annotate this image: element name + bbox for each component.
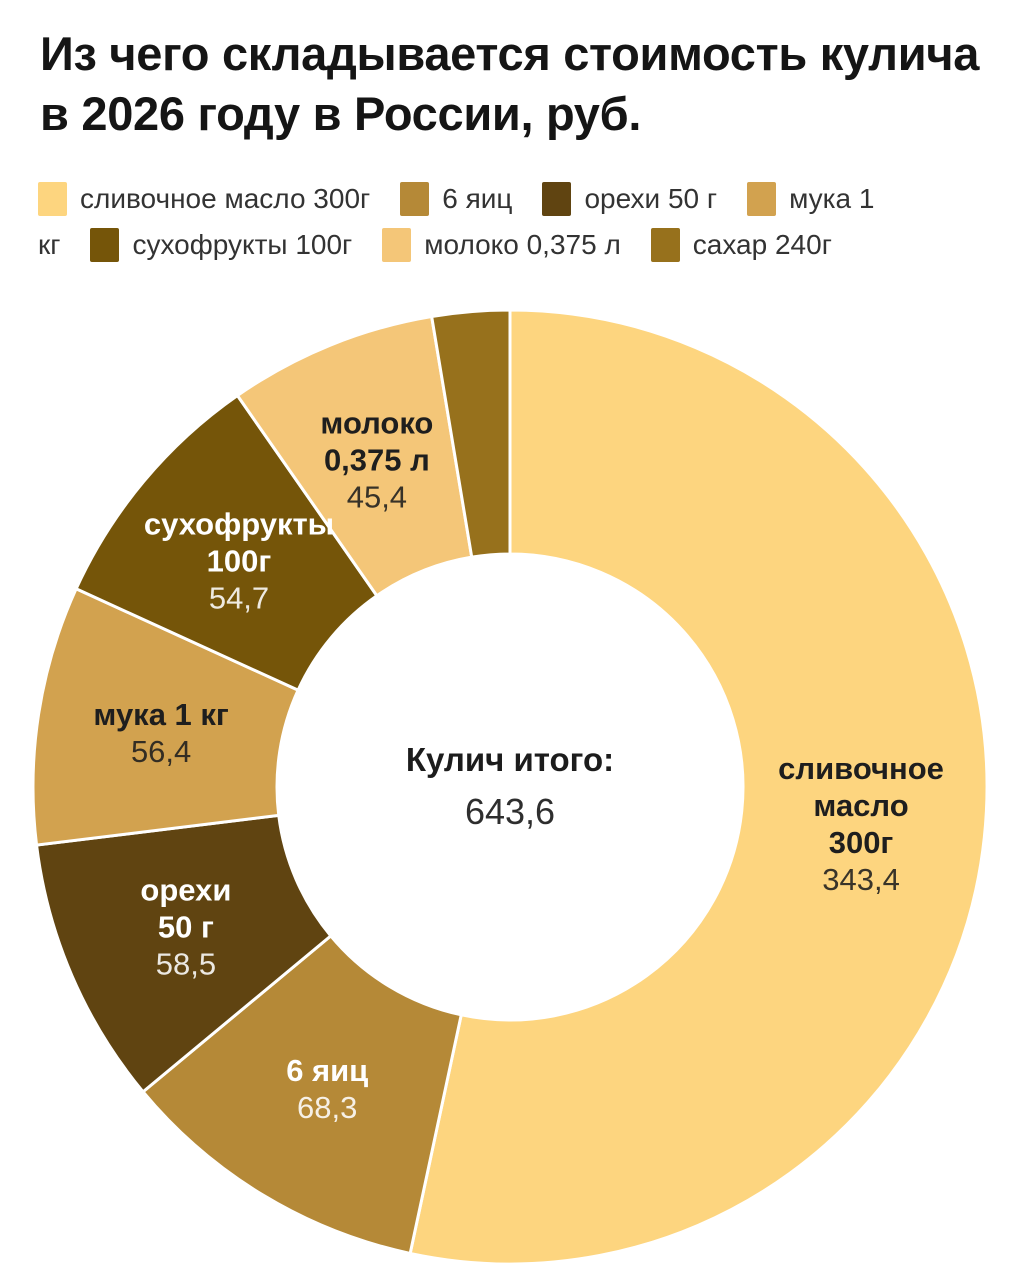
- legend-item-label: сухофрукты 100г: [132, 229, 353, 260]
- slice-value: 56,4: [130, 734, 192, 770]
- legend-item-label: сливочное масло 300г: [80, 183, 371, 214]
- legend-item-label: мука 1 кг: [38, 183, 875, 260]
- slice-label: [778, 750, 944, 898]
- slice-name-line: орехи: [140, 872, 232, 908]
- slice-name-line: сухофрукты: [143, 506, 335, 542]
- legend-item-label: сахар 240г: [692, 229, 832, 260]
- slice-value: 54,7: [208, 580, 270, 616]
- slice-name-line: 300г: [828, 825, 894, 861]
- slice-name-line: молоко: [320, 405, 434, 441]
- slice-value: 58,5: [155, 946, 217, 982]
- slice-name-line: сливочное: [778, 751, 944, 787]
- slice-name-line: 6 яиц: [286, 1052, 369, 1088]
- slice-name-line: мука 1 кг: [93, 697, 229, 733]
- slice-value: 343,4: [822, 862, 900, 898]
- legend-item-label: 6 яиц: [442, 183, 513, 214]
- slice-label: [140, 871, 231, 982]
- slice-label: [320, 405, 433, 516]
- slice-name-line: масло: [813, 788, 909, 824]
- legend-item-label: орехи 50 г: [584, 183, 718, 214]
- slice-value: 45,4: [346, 479, 408, 515]
- donut-center-title: Кулич итого:: [405, 741, 615, 778]
- slice-name-line: 100г: [206, 543, 272, 579]
- slice-name-line: 50 г: [157, 909, 214, 945]
- slice-label: [286, 1052, 368, 1126]
- chart-title: Из чего складывается стоимость кулича в 2026 году в России, руб.: [40, 27, 980, 140]
- donut-center-value: 643,6: [464, 791, 556, 832]
- legend-item-label: молоко 0,375 л: [424, 229, 621, 260]
- slice-value: 68,3: [297, 1089, 358, 1125]
- slice-label: [144, 505, 334, 616]
- donut-center-label: [406, 741, 614, 833]
- slice-label: [93, 696, 228, 770]
- slice-name-line: 0,375 л: [323, 442, 430, 478]
